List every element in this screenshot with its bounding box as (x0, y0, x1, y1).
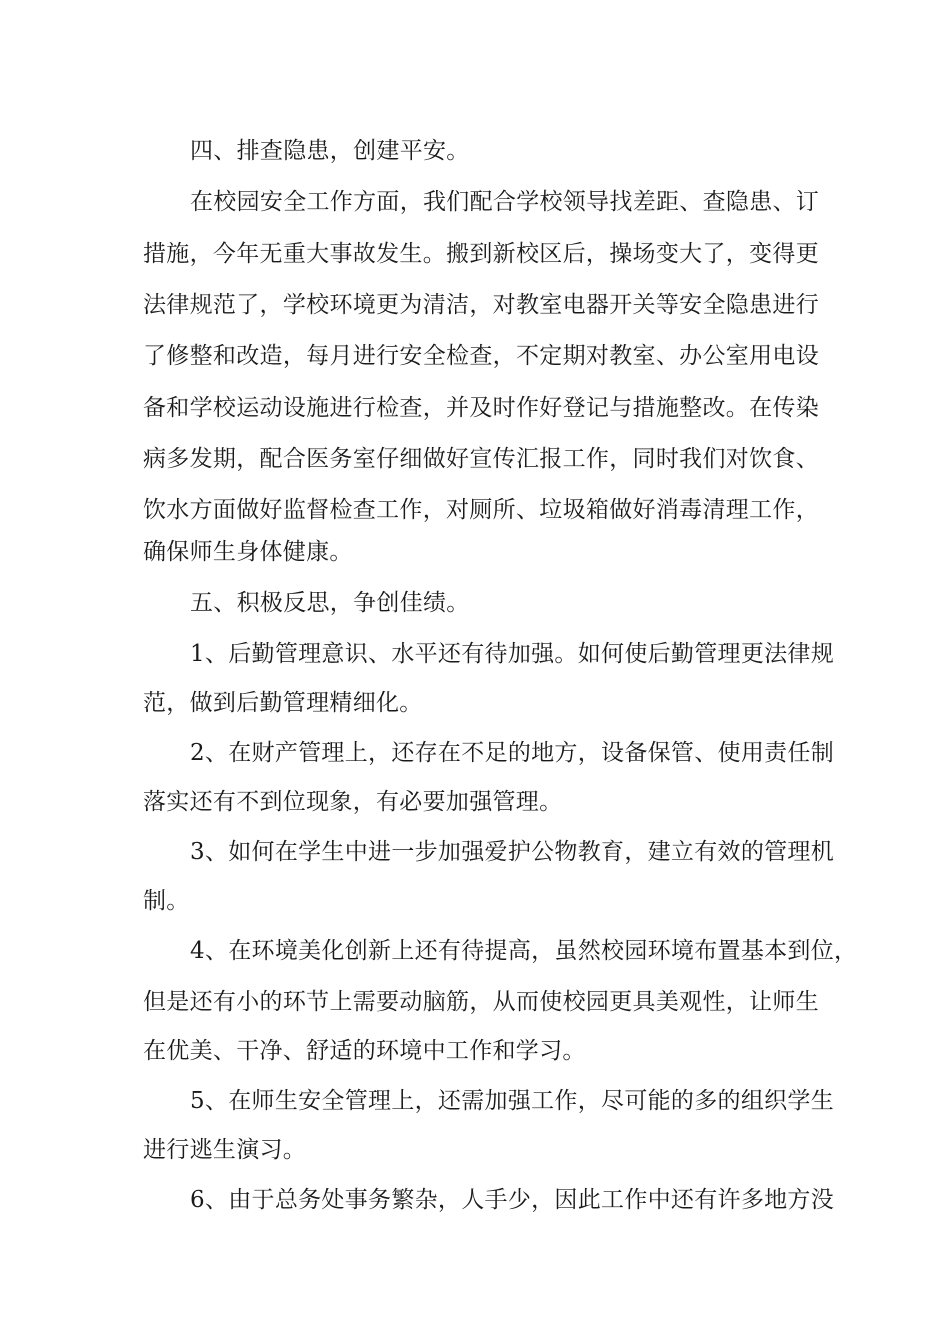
list-item-line: 4、在环境美化创新上还有待提高，虽然校园环境布置基本到位， (190, 938, 858, 964)
list-item-line: 1、后勤管理意识、水平还有待加强。如何使后勤管理更法律规 (190, 641, 835, 667)
section-heading-5: 五、积极反思，争创佳绩。 (190, 590, 470, 616)
list-item-line: 3、如何在学生中进一步加强爱护公物教育，建立有效的管理机 (190, 839, 835, 865)
paragraph-line: 病多发期，配合医务室仔细做好宣传汇报工作，同时我们对饮食、 (143, 446, 819, 472)
paragraph-line: 了修整和改造，每月进行安全检查，不定期对教室、办公室用电设 (143, 343, 819, 369)
paragraph-line: 饮水方面做好监督检查工作，对厕所、垃圾箱做好消毒清理工作， (143, 497, 819, 523)
paragraph-line: 法律规范了，学校环境更为清洁，对教室电器开关等安全隐患进行 (143, 292, 819, 318)
list-item-line: 进行逃生演习。 (143, 1137, 307, 1163)
list-item-line: 在优美、干净、舒适的环境中工作和学习。 (143, 1038, 586, 1064)
section-heading-4: 四、排查隐患，创建平安。 (190, 138, 470, 164)
paragraph-line: 在校园安全工作方面，我们配合学校领导找差距、查隐患、订 (190, 189, 820, 215)
list-item-line: 制。 (143, 888, 190, 914)
paragraph-line: 措施，今年无重大事故发生。搬到新校区后，操场变大了，变得更 (143, 241, 819, 267)
list-item-line: 范，做到后勤管理精细化。 (143, 690, 423, 716)
list-item-line: 2、在财产管理上，还存在不足的地方，设备保管、使用责任制 (190, 740, 835, 766)
list-item-line: 落实还有不到位现象，有必要加强管理。 (143, 789, 563, 815)
list-item-line: 但是还有小的环节上需要动脑筋，从而使校园更具美观性，让师生 (143, 989, 819, 1015)
list-item-line: 5、在师生安全管理上，还需加强工作，尽可能的多的组织学生 (190, 1088, 835, 1114)
paragraph-line: 确保师生身体健康。 (143, 539, 353, 565)
paragraph-line: 备和学校运动设施进行检查，并及时作好登记与措施整改。在传染 (143, 395, 819, 421)
list-item-line: 6、由于总务处事务繁杂，人手少，因此工作中还有许多地方没 (190, 1187, 835, 1213)
